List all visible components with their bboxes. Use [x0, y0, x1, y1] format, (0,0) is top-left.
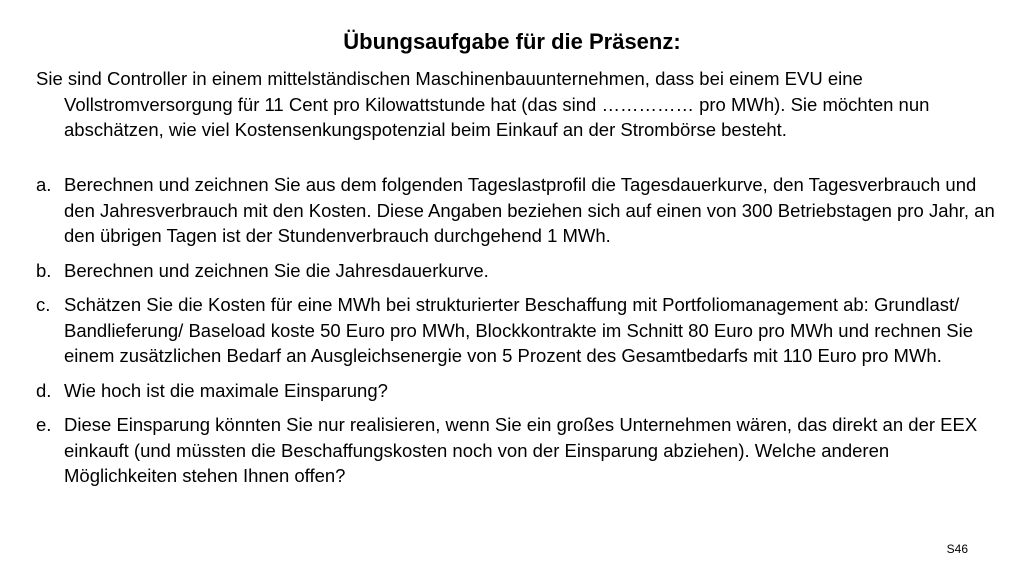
- task-item-c: [36, 292, 996, 369]
- intro-first-line: Sie sind Controller in einem mittelständischen Maschinenbauunternehmen, dass bei einem EVU eine: [36, 68, 863, 89]
- intro-continuation: Vollstromversorgung für 11 Cent pro Kilowattstunde hat (das sind …………… pro MWh). Sie möchten nun abschätzen, wie viel Kostensenkungspotenzial beim Einkauf an der Strombörse besteht.: [64, 93, 930, 140]
- intro-paragraph: [36, 66, 996, 143]
- slide-title: Übungsaufgabe für die Präsenz:: [343, 29, 681, 54]
- task-item-b: [36, 258, 996, 284]
- task-marker-a: a.: [36, 174, 52, 195]
- task-list: [36, 172, 996, 498]
- page-number: S46: [946, 542, 968, 556]
- task-text-e: Diese Einsparung könnten Sie nur realisieren, wenn Sie ein großes Unternehmen wären, das direkt an der EEX einkauft (und müssten die Beschaffungskosten noch von der Einsparung abziehen). Welche anderen Möglichkeiten stehen Ihnen offen?: [64, 414, 978, 486]
- task-marker-c: c.: [36, 294, 51, 315]
- task-item-a: [36, 172, 996, 249]
- task-marker-e: e.: [36, 414, 52, 435]
- task-marker-b: b.: [36, 259, 52, 281]
- task-item-e: [36, 412, 996, 489]
- task-text-a: Berechnen und zeichnen Sie aus dem folgenden Tageslastprofil die Tagesdauerkurve, den Tagesverbrauch und den Jahresverbrauch mit den Kosten. Diese Angaben beziehen sich auf einen von 300 Betriebstagen pro Jahr, an den übrigen Tagen ist der Stundenverbrauch durchgehend 1 MWh.: [64, 174, 995, 246]
- task-item-d: [36, 378, 996, 404]
- task-text-c: Schätzen Sie die Kosten für eine MWh bei strukturierter Beschaffung mit Portfoliomanagement ab: Grundlast/ Bandlieferung/ Baseload koste 50 Euro pro MWh, Blockkontrakte im Schnitt 80 Euro pro MWh und rechnen Sie einem zusätzlichen Bedarf an Ausgleichsenergie von 5 Prozent des Gesamtbedarfs mit 110 Euro pro MWh.: [64, 294, 974, 366]
- task-text-b: Berechnen und zeichnen Sie die Jahresdauerkurve.: [64, 259, 489, 281]
- task-marker-d: d.: [36, 379, 52, 401]
- task-text-d: Wie hoch ist die maximale Einsparung?: [64, 379, 388, 401]
